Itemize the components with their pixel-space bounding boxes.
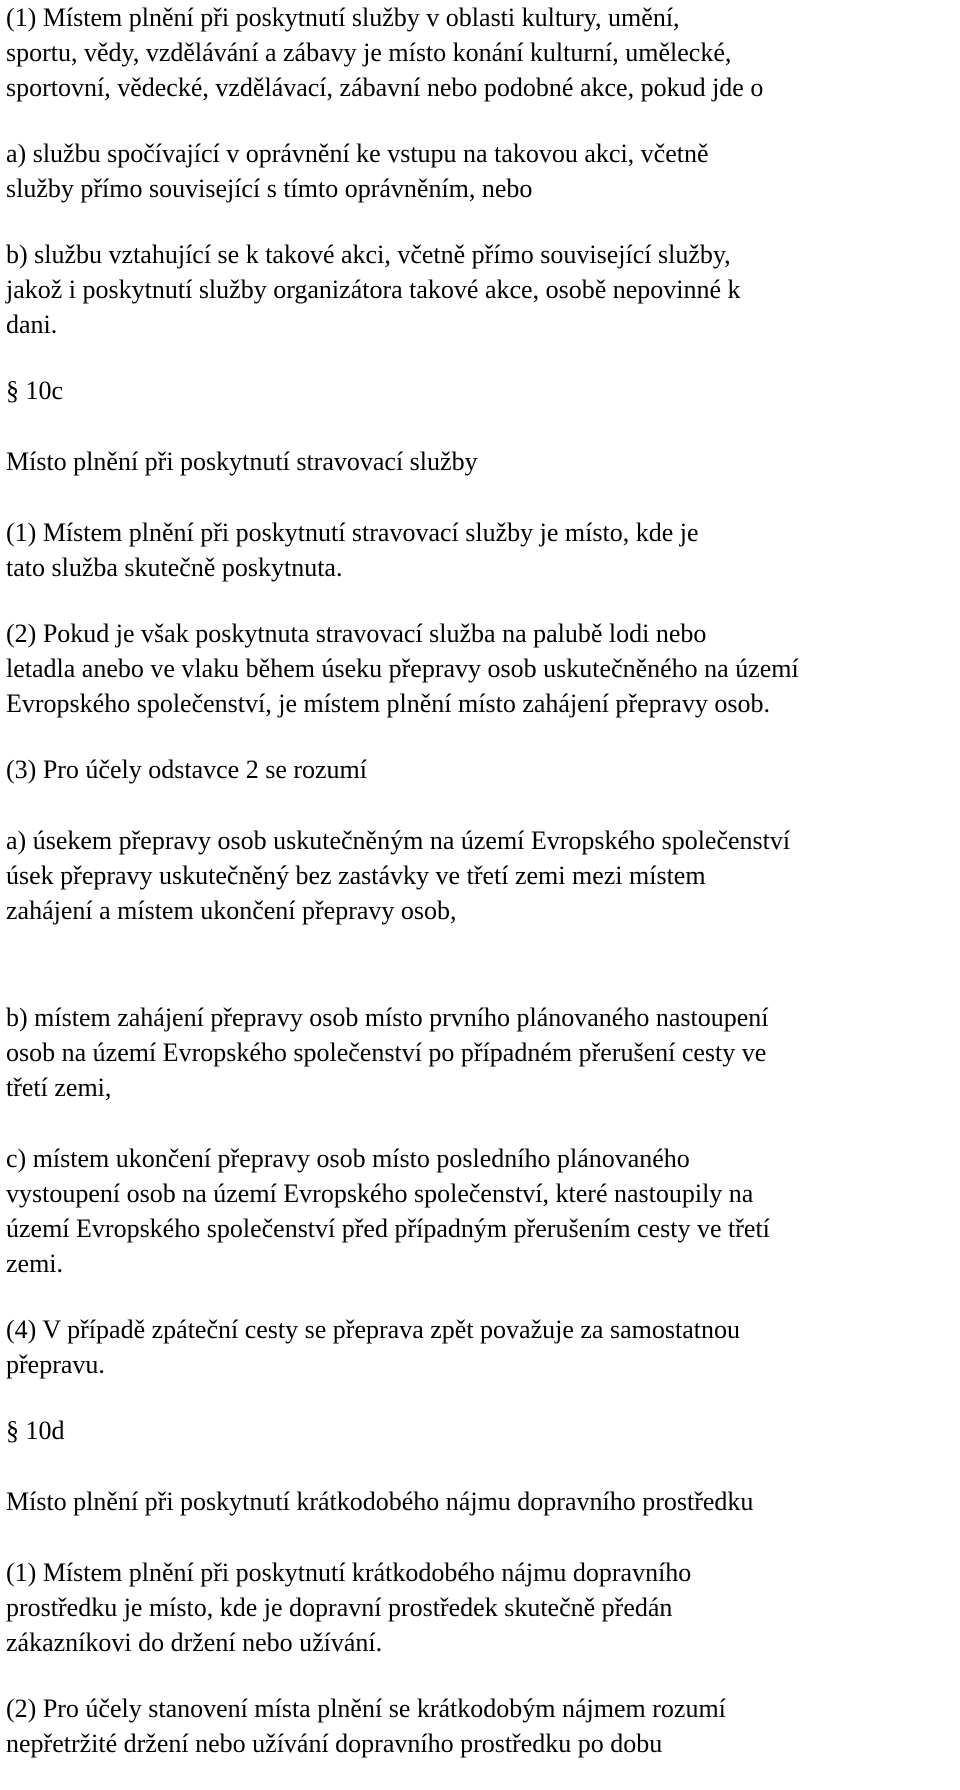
text-line: tato služba skutečně poskytnuta. (6, 553, 343, 582)
text-line: přepravu. (6, 1350, 105, 1379)
text-line: Evropského společenství, je místem plnění místo zahájení přepravy osob. (6, 689, 770, 718)
text-line: území Evropského společenství před případným přerušením cesty ve třetí (6, 1214, 770, 1243)
text-line: zahájení a místem ukončení přepravy osob, (6, 896, 457, 925)
text-line: (1) Místem plnění při poskytnutí krátkodobého nájmu dopravního (6, 1558, 692, 1587)
section-heading: § 10d (6, 1416, 65, 1445)
text-line: a) službu spočívající v oprávnění ke vstupu na takovou akci, včetně (6, 139, 709, 168)
text-line: služby přímo související s tímto oprávněním, nebo (6, 174, 533, 203)
text-line: jakož i poskytnutí služby organizátora takové akce, osobě nepovinné k (6, 275, 741, 304)
text-line: sportovní, vědecké, vzdělávací, zábavní nebo podobné akce, pokud jde o (6, 73, 764, 102)
text-line: sportu, vědy, vzdělávání a zábavy je místo konání kulturní, umělecké, (6, 38, 732, 67)
section-title: Místo plnění při poskytnutí stravovací služby (6, 447, 478, 476)
text-line: dani. (6, 310, 58, 339)
text-line: prostředku je místo, kde je dopravní prostředek skutečně předán (6, 1593, 673, 1622)
text-line: (3) Pro účely odstavce 2 se rozumí (6, 755, 368, 784)
text-line: vystoupení osob na území Evropského společenství, které nastoupily na (6, 1179, 754, 1208)
section-heading: § 10c (6, 376, 64, 405)
text-line: třetí zemi, (6, 1073, 112, 1102)
section-title: Místo plnění při poskytnutí krátkodobého nájmu dopravního prostředku (6, 1487, 754, 1516)
text-line: osob na území Evropského společenství po případném přerušení cesty ve (6, 1038, 767, 1067)
text-line: a) úsekem přepravy osob uskutečněným na území Evropského společenství (6, 826, 791, 855)
text-line: zemi. (6, 1249, 64, 1278)
text-line: úsek přepravy uskutečněný bez zastávky ve třetí zemi mezi místem (6, 861, 706, 890)
text-line: (2) Pro účely stanovení místa plnění se krátkodobým nájmem rozumí (6, 1694, 726, 1723)
text-line: c) místem ukončení přepravy osob místo posledního plánovaného (6, 1144, 690, 1173)
text-line: b) službu vztahující se k takové akci, včetně přímo související služby, (6, 240, 731, 269)
text-line: (1) Místem plnění při poskytnutí stravovací služby je místo, kde je (6, 518, 699, 547)
text-line: (1) Místem plnění při poskytnutí služby v oblasti kultury, umění, (6, 3, 680, 32)
text-line: zákazníkovi do držení nebo užívání. (6, 1628, 383, 1657)
text-line: letadla anebo ve vlaku během úseku přepravy osob uskutečněného na území (6, 654, 799, 683)
text-line: nepřetržité držení nebo užívání dopravního prostředku po dobu (6, 1729, 663, 1758)
text-line: (2) Pokud je však poskytnuta stravovací služba na palubě lodi nebo (6, 619, 707, 648)
text-line: (4) V případě zpáteční cesty se přeprava zpět považuje za samostatnou (6, 1315, 740, 1344)
text-line: b) místem zahájení přepravy osob místo prvního plánovaného nastoupení (6, 1003, 769, 1032)
